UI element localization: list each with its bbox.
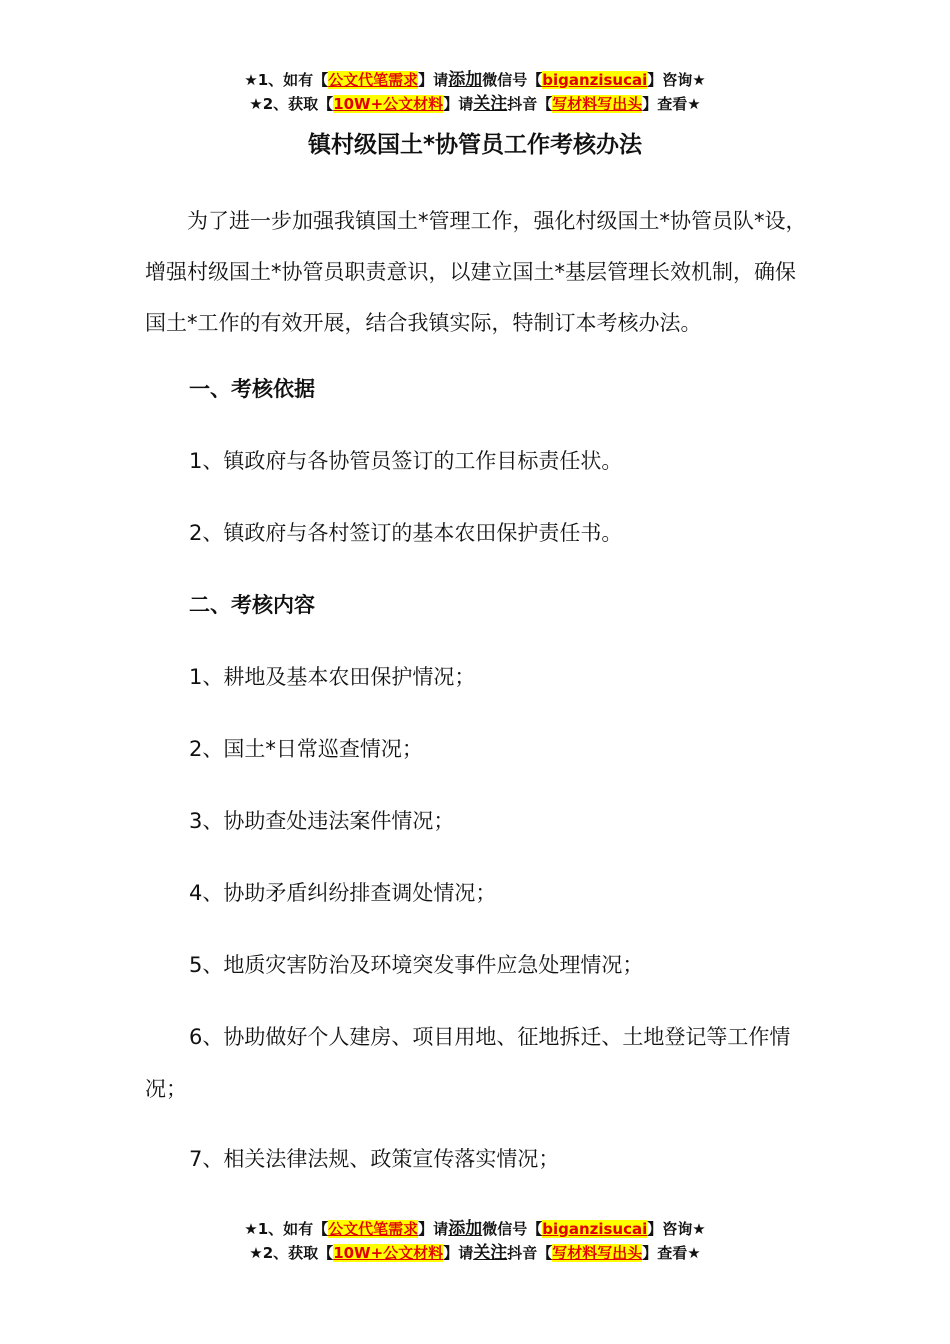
promo-highlight: 10W+公文材料 [333, 1244, 444, 1262]
promo-text: 】咨询★ [647, 1220, 706, 1238]
promo-header [0, 68, 950, 116]
list-item: 6、协助做好个人建房、项目用地、征地拆迁、土地登记等工作情况； [145, 1025, 791, 1101]
promo-line-2 [0, 92, 950, 116]
list-item: 2、镇政府与各村签订的基本农田保护责任书。 [189, 521, 623, 545]
promo-text: 】咨询★ [647, 71, 706, 89]
promo-text: 抖音【 [507, 95, 553, 113]
promo-text: 】请 [418, 1220, 449, 1238]
promo-underline: 添加 [448, 70, 483, 90]
section-heading-basis: 一、考核依据 [189, 377, 315, 401]
intro-paragraph: 为了进一步加强我镇国土*管理工作，强化村级国土*协管员队*设，增强村级国土*协管员职责意识，以建立国土*基层管理长效机制，确保国土*工作的有效开展，结合我镇实际，特制订本考核办法。 [145, 209, 807, 335]
promo-text: ★1、如有【 [244, 1220, 329, 1238]
promo-footer [0, 1217, 950, 1265]
promo-highlight: 公文代笔需求 [328, 71, 419, 89]
promo-text: 抖音【 [507, 1244, 553, 1262]
promo-douyin-id: 写材料写出头 [552, 1244, 643, 1262]
list-item: 1、耕地及基本农田保护情况； [189, 665, 476, 689]
promo-line-2 [0, 1241, 950, 1265]
promo-text: 】请 [443, 1244, 474, 1262]
promo-highlight: 公文代笔需求 [328, 1220, 419, 1238]
list-item: 1、镇政府与各协管员签订的工作目标责任状。 [189, 449, 623, 473]
promo-wechat-id: biganzisucai [542, 1220, 648, 1238]
promo-line-1 [0, 1217, 950, 1241]
list-item: 3、协助查处违法案件情况； [189, 809, 455, 833]
list-item: 4、协助矛盾纠纷排查调处情况； [189, 881, 497, 905]
promo-text: 】请 [443, 95, 474, 113]
section-heading-content: 二、考核内容 [189, 593, 315, 617]
promo-text: 微信号【 [482, 71, 543, 89]
promo-text: ★1、如有【 [244, 71, 329, 89]
promo-text: ★2、获取【 [249, 1244, 334, 1262]
promo-underline: 关注 [473, 1243, 508, 1263]
promo-text: 】查看★ [642, 95, 701, 113]
list-item: 2、国土*日常巡查情况； [189, 737, 423, 761]
promo-douyin-id: 写材料写出头 [552, 95, 643, 113]
promo-underline: 关注 [473, 94, 508, 114]
list-item: 7、相关法律法规、政策宣传落实情况； [189, 1147, 560, 1171]
promo-wechat-id: biganzisucai [542, 71, 648, 89]
promo-highlight: 10W+公文材料 [333, 95, 444, 113]
promo-line-1 [0, 68, 950, 92]
promo-text: 】查看★ [642, 1244, 701, 1262]
document-title: 镇村级国土*协管员工作考核办法 [307, 132, 643, 158]
promo-underline: 添加 [448, 1219, 483, 1239]
promo-text: ★2、获取【 [249, 95, 334, 113]
promo-text: 】请 [418, 71, 449, 89]
list-item: 5、地质灾害防治及环境突发事件应急处理情况； [189, 953, 644, 977]
promo-text: 微信号【 [482, 1220, 543, 1238]
